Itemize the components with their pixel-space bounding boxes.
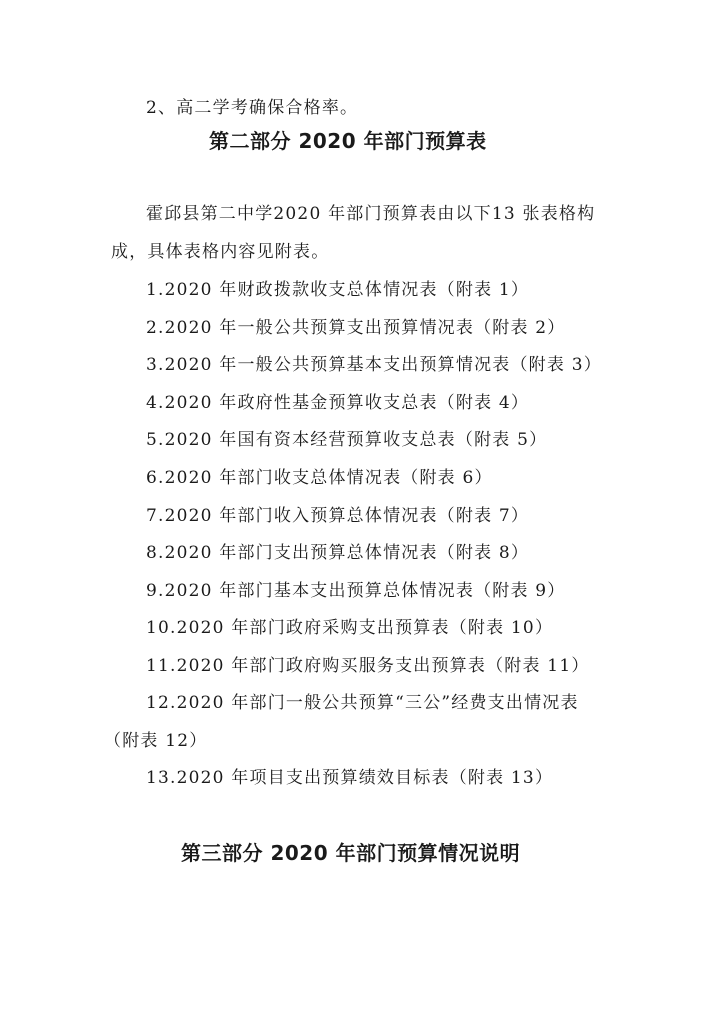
table-list-item: 2.2020 年一般公共预算支出预算情况表（附表 2） xyxy=(146,318,566,338)
table-list-item: 8.2020 年部门支出预算总体情况表（附表 8） xyxy=(146,543,530,563)
table-list-item: 10.2020 年部门政府采购支出预算表（附表 10） xyxy=(146,618,554,638)
table-list-item: 9.2020 年部门基本支出预算总体情况表（附表 9） xyxy=(146,581,566,601)
table-list-item: 12.2020 年部门一般公共预算“三公”经费支出情况表 xyxy=(146,693,579,713)
intro-paragraph-line-1: 霍邱县第二中学2020 年部门预算表由以下13 张表格构 xyxy=(146,204,596,224)
table-list-item: 3.2020 年一般公共预算基本支出预算情况表（附表 3） xyxy=(146,355,602,375)
part3-heading: 第三部分 2020 年部门预算情况说明 xyxy=(181,841,521,865)
table-list-item: 7.2020 年部门收入预算总体情况表（附表 7） xyxy=(146,506,530,526)
table-list-item: 4.2020 年政府性基金预算收支总表（附表 4） xyxy=(146,393,530,413)
part2-heading: 第二部分 2020 年部门预算表 xyxy=(209,129,487,153)
table-list-item: 1.2020 年财政拨款收支总体情况表（附表 1） xyxy=(146,280,530,300)
list-item-goal-2: 2、高二学考确保合格率。 xyxy=(146,98,359,118)
intro-paragraph-line-2: 成，具体表格内容见附表。 xyxy=(111,242,330,262)
table-list-item: 13.2020 年项目支出预算绩效目标表（附表 13） xyxy=(146,768,554,788)
table-list-item: 5.2020 年国有资本经营预算收支总表（附表 5） xyxy=(146,430,548,450)
table-list-item-continuation: （附表 12） xyxy=(104,731,208,751)
table-list-item: 11.2020 年部门政府购买服务支出预算表（附表 11） xyxy=(146,656,590,676)
table-list-item: 6.2020 年部门收支总体情况表（附表 6） xyxy=(146,468,493,488)
